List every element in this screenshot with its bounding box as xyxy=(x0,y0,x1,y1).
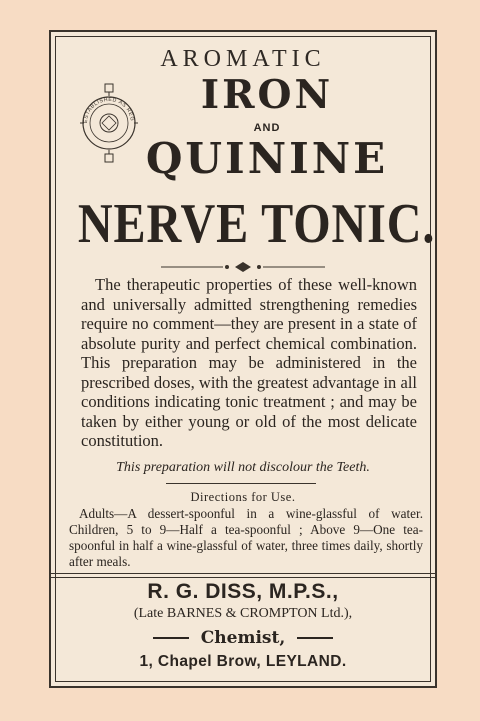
title-quinine: QUININE xyxy=(145,134,389,183)
firm-name: R. G. DISS, M.P.S., xyxy=(147,580,339,603)
svg-text:ESTABLISHED AS REG: ESTABLISHED AS REG xyxy=(82,96,136,124)
teeth-tagline: This preparation will not discolour the Teeth. xyxy=(116,460,370,475)
directions-paragraph: Adults—A dessert-spoonful in a wine-glassful of water. Children, 5 to 9—Half a tea-spoonful ; Above 9—One tea-spoonful in half a wine-glassful of water, three times daily, shortly after meals. xyxy=(69,506,423,569)
section-separator xyxy=(51,573,435,578)
address: 1, Chapel Brow, LEYLAND. xyxy=(139,653,347,670)
chemist-rule-left xyxy=(153,637,189,639)
title-nerve-tonic: NERVE TONIC. xyxy=(77,193,436,255)
divider-upper xyxy=(166,483,316,484)
chemist-row xyxy=(51,628,435,648)
description-paragraph: The therapeutic properties of these well-known and universally admitted strengthening remedies require no comment—they are present in a state of absolute purity and perfect chemical combination. This preparation may be administered in the prescribed doses, with the greatest advantage in all conditions indicating tonic treatment ; and may be taken by either young or old of the most delicate constitution. xyxy=(81,275,417,450)
advert-frame xyxy=(49,30,437,688)
title-iron: IRON xyxy=(200,72,334,118)
chemist-label: Chemist, xyxy=(200,628,286,648)
title-aromatic: AROMATIC xyxy=(160,46,326,72)
chemist-rule-right xyxy=(297,637,333,639)
directions-heading: Directions for Use. xyxy=(190,490,296,504)
title-and: AND xyxy=(253,122,281,134)
former-firm: (Late BARNES & CROMPTON Ltd.), xyxy=(133,606,353,621)
ornament-divider xyxy=(161,260,325,274)
